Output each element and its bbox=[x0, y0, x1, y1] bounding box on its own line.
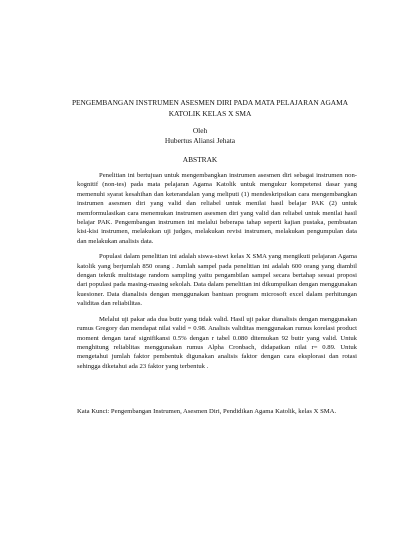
abstract-body bbox=[77, 171, 357, 377]
abstract-heading: ABSTRAK bbox=[182, 155, 218, 164]
abstract-paragraph-3: Melalui uji pakar ada dua butir yang tidak valid. Hasil uji pakar dianalisis dengan menggunakan rumus Gregory dan mendapat nilai valid = 0.98. Analisis validitas menggunakan rumus korelasi product moment dengan taraf signifikansi 0.5% dengan r tabel 0.080 ditemukan 92 butir yang valid. Untuk menghitung reliablitas menggunakan rumus Alpha Cronbach, didapatkan nilai r= 0.89. Untuk mengetahui jumlah faktor pembentuk digunakan analisis faktor dengan cara eksplorasi dan rotasi sehingga diketahui ada 23 faktor yang terbentuk . bbox=[77, 315, 357, 370]
keywords: Kata Kunci: Pengembangan Instrumen, Asesmen Diri, Pendidikan Agama Katolik, kelas X SMA. bbox=[77, 408, 337, 415]
author-name: Hubertus Aliansi Jehata bbox=[164, 136, 236, 145]
abstract-paragraph-2: Populasi dalam penelitian ini adalah siswa-siswi kelas X SMA yang mengikuti pelajaran Agama katolik yang berjumlah 850 orang . Jumlah sampel pada penelitian ini adalah 600 orang yang diambil dengan teknik multistage random sampling yaitu pengambilan sampel secara bertahap sesuai proposi dari populasi pada masing-masing sekolah. Data dalam penelitian ini dikumpulkan dengan menggunakan kuesioner. Data dianalisis dengan menggunakan bantuan program microsoft excel dalam perhitungan validitas dan reliabilitas. bbox=[77, 253, 357, 308]
paper-title: PENGEMBANGAN INSTRUMEN ASESMEN DIRI PADA MATA PELAJARAN AGAMA KATOLIK KELAS X SMA bbox=[71, 98, 349, 118]
by-label: Oleh bbox=[192, 126, 208, 135]
abstract-paragraph-1: Penelitian ini bertujuan untuk mengembangkan instrumen asesmen diri sebagai instrumen non-kognitif (non-tes) pada mata pelajaran Agama Katolik untuk mengukur kompetensi dasar yang memenuhi syarat kesahihan dan keterandalan yang meliputi (1) mendeskripsikan cara mengembangkan instrumen asesmen diri yang valid dan reliabel untuk menilai hasil belajar PAK (2) untuk memformulasikan cara menemukan instrumen asesmen diri yang valid dan reliabel untuk menilai hasil belajar PAK. Pengembangan instrumen ini melalui beberapa tahap seperti kajian pustaka, pembuatan kisi-kisi instrumen, melakukan uji judges, melakukan revisi instrumen, melakukan pengumpulan data dan melakukan analisis data. bbox=[77, 172, 357, 245]
